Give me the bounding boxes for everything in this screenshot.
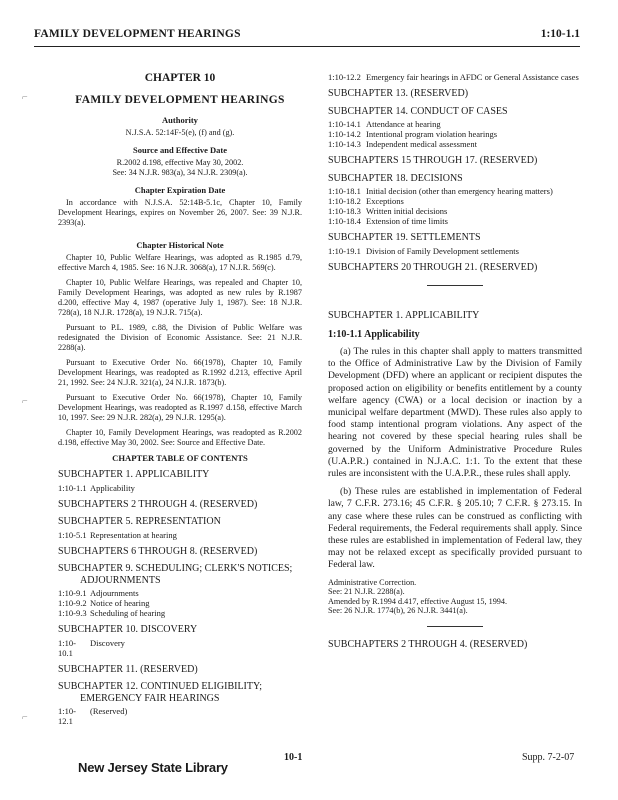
- toc-subchapter: SUBCHAPTERS 6 THROUGH 8. (RESERVED): [58, 545, 258, 557]
- margin-mark: ⌐: [22, 92, 28, 103]
- toc-entry: 1:10-9.2 Notice of hearing: [58, 598, 150, 608]
- toc-subchapter: SUBCHAPTER 11. (RESERVED): [58, 663, 198, 675]
- right-column: [328, 72, 582, 658]
- toc-subchapter: SUBCHAPTER 5. REPRESENTATION: [58, 516, 221, 527]
- toc-entry: 1:10-9.3 Scheduling of hearing: [58, 608, 166, 618]
- authority-text: N.J.S.A. 52:14F-5(e), (f) and (g).: [125, 128, 235, 137]
- toc-subchapter-continued: ADJOURNMENTS: [80, 574, 161, 586]
- chapter-number: CHAPTER 10: [144, 72, 216, 84]
- toc-subchapter: SUBCHAPTERS 20 THROUGH 21. (RESERVED): [328, 261, 538, 273]
- paragraph-b: (b) These rules are established in implementation of Federal law, 7 C.F.R. 273.16; 45 C.F.R. § 205.10; 7 C.F.R. § 273.15. In any case where these rules can be construed as conflicting with Federal requirements, the Federal requirements shall apply. Since these rules are established in implementation of Federal law, they may not be relaxed except as specifically provided pursuant to Federal law.: [328, 486, 582, 571]
- source-heading: Source and Effective Date: [132, 145, 228, 155]
- toc-entry: 1:10-9.1 Adjournments: [58, 588, 139, 598]
- historical-note-paragraph: Chapter 10, Public Welfare Hearings, was adopted as R.1985 d.79, effective March 4, 1985. See: 16 N.J.R. 3068(a), 17 N.J.R. 569(c).: [58, 253, 302, 272]
- page-number: 10-1: [284, 752, 303, 763]
- running-header: [34, 28, 580, 44]
- amendment-note: See: 26 N.J.R. 1774(b), 26 N.J.R. 3441(a).: [328, 606, 468, 616]
- toc-subchapter: SUBCHAPTER 12. CONTINUED ELIGIBILITY;: [58, 681, 263, 692]
- authority-heading: Authority: [162, 115, 198, 125]
- section-heading: 1:10-1.1 Applicability: [328, 329, 420, 340]
- chapter-name: FAMILY DEVELOPMENT HEARINGS: [75, 94, 285, 106]
- toc-entry: 1:10-5.1 Representation at hearing: [58, 529, 177, 540]
- toc-entry: 1:10-18.2 Exceptions: [328, 196, 404, 206]
- toc-entry: 1:10-12.2 Emergency fair hearings in AFDC or General Assistance cases: [328, 72, 579, 82]
- toc-subchapter: SUBCHAPTER 9. SCHEDULING; CLERK'S NOTICES;: [58, 563, 293, 574]
- toc-subchapter: SUBCHAPTER 10. DISCOVERY: [58, 624, 198, 635]
- historical-note-paragraph: Chapter 10, Public Welfare Hearings, was repealed and Chapter 10, Family Development Hearings, was adopted as new rules by R.1987 d.200, effective May 4, 1987 (operative July 1, 1987). See: 18 N.J.R. 728(a), 18 N.J.R. 1728(a), 19 N.J.R. 715(a).: [58, 278, 302, 317]
- toc-subchapter: SUBCHAPTER 14. CONDUCT OF CASES: [328, 105, 508, 117]
- historical-note-paragraph: Chapter 10, Family Development Hearings, was readopted as R.2002 d.198, effective May 30, 2002. See: Source and Effective Date.: [58, 428, 302, 447]
- toc-subchapter: SUBCHAPTER 1. APPLICABILITY: [58, 469, 210, 480]
- source-text: See: 34 N.J.R. 983(a), 34 N.J.R. 2309(a).: [112, 168, 248, 177]
- toc-subchapter-continued: EMERGENCY FAIR HEARINGS: [80, 692, 220, 704]
- subchapter-heading: SUBCHAPTERS 2 THROUGH 4. (RESERVED): [328, 639, 528, 651]
- section-divider: [427, 285, 483, 286]
- historical-note-paragraph: Pursuant to Executive Order No. 66(1978), Chapter 10, Family Development Hearings, was readopted as R.1992 d.213, effective April 21, 1992. See: 24 N.J.R. 321(a), 24 N.J.R. 1873(b).: [58, 358, 302, 387]
- left-column: [58, 72, 302, 726]
- toc-entry: 1:10-19.1 Division of Family Development settlements: [328, 245, 519, 256]
- toc-entry: 1:10-18.4 Extension of time limits: [328, 216, 448, 226]
- toc-subchapter: SUBCHAPTERS 2 THROUGH 4. (RESERVED): [58, 498, 258, 510]
- header-section-ref: 1:10-1.1: [540, 28, 580, 40]
- expiration-heading: Chapter Expiration Date: [134, 185, 226, 195]
- amendment-note: Amended by R.1994 d.417, effective August 15, 1994.: [328, 596, 508, 606]
- toc-subchapter: SUBCHAPTERS 15 THROUGH 17. (RESERVED): [328, 155, 538, 166]
- library-stamp: New Jersey State Library: [78, 760, 228, 775]
- toc-entry: 1:10-18.3 Written initial decisions: [328, 206, 448, 216]
- paragraph-a: (a) The rules in this chapter shall apply to matters transmitted to the Office of Administrative Law by the Division of Family Development (DFD) where an applicant or recipient disputes the proposed action on eligibility or benefits entitlement by a county welfare agency (CWA) or a local decision or inaction by a municipal welfare department (MWD). These rules also apply to food stamp intentional program violations. Any aspect of the hearing not covered by these special hearing rules shall be governed by the Uniform Administrative Procedure Rules (U.A.P.R.) contained in N.J.A.C. 1:1. To the extent that these rules are inconsistent with the U.A.P.R., these rules shall apply.: [328, 346, 582, 480]
- toc-entry: 1:10-14.1 Attendance at hearing: [328, 119, 441, 129]
- toc-entry: 1:10-14.3 Independent medical assessment: [328, 139, 477, 149]
- margin-mark: ⌐: [22, 712, 28, 723]
- header-rule: [34, 46, 580, 47]
- historical-note-paragraph: Pursuant to P.L. 1989, c.88, the Division of Public Welfare was redesignated the Division of Economic Assistance. See: 21 N.J.R. 2288(a).: [58, 323, 302, 352]
- toc-subchapter: SUBCHAPTER 18. DECISIONS: [328, 172, 463, 184]
- toc-subchapter: SUBCHAPTER 13. (RESERVED): [328, 88, 469, 99]
- margin-mark: ⌐: [22, 396, 28, 407]
- toc-subchapter: SUBCHAPTER 19. SETTLEMENTS: [328, 232, 481, 243]
- toc-heading: CHAPTER TABLE OF CONTENTS: [112, 453, 248, 463]
- subchapter-heading: SUBCHAPTER 1. APPLICABILITY: [328, 310, 480, 321]
- toc-entry: 1:10-1.1 Applicability: [58, 482, 135, 493]
- toc-entry: 1:10-12.1 (Reserved): [58, 706, 128, 726]
- section-divider: [427, 626, 483, 627]
- supplement-date: Supp. 7-2-07: [522, 752, 575, 763]
- amendment-note: Administrative Correction.: [328, 577, 417, 587]
- toc-entry: 1:10-18.1 Initial decision (other than emergency hearing matters): [328, 186, 553, 196]
- source-text: R.2002 d.198, effective May 30, 2002.: [116, 158, 244, 167]
- amendment-note: See: 21 N.J.R. 2288(a).: [328, 587, 405, 597]
- toc-entry: 1:10-14.2 Intentional program violation hearings: [328, 129, 498, 139]
- historical-note-paragraph: Pursuant to Executive Order No. 66(1978), Chapter 10, Family Development Hearings, was readopted as R.1997 d.158, effective March 10, 1997. See: 29 N.J.R. 282(a), 29 N.J.R. 1295(a).: [58, 393, 302, 422]
- toc-entry: 1:10-10.1 Discovery: [58, 637, 125, 658]
- expiration-text: In accordance with N.J.S.A. 52:14B-5.1c, Chapter 10, Family Development Hearings, expires on November 26, 2007. See: 39 N.J.R. 2393(a).: [58, 198, 302, 227]
- historical-note-heading: Chapter Historical Note: [136, 240, 224, 250]
- header-title: FAMILY DEVELOPMENT HEARINGS: [34, 28, 241, 40]
